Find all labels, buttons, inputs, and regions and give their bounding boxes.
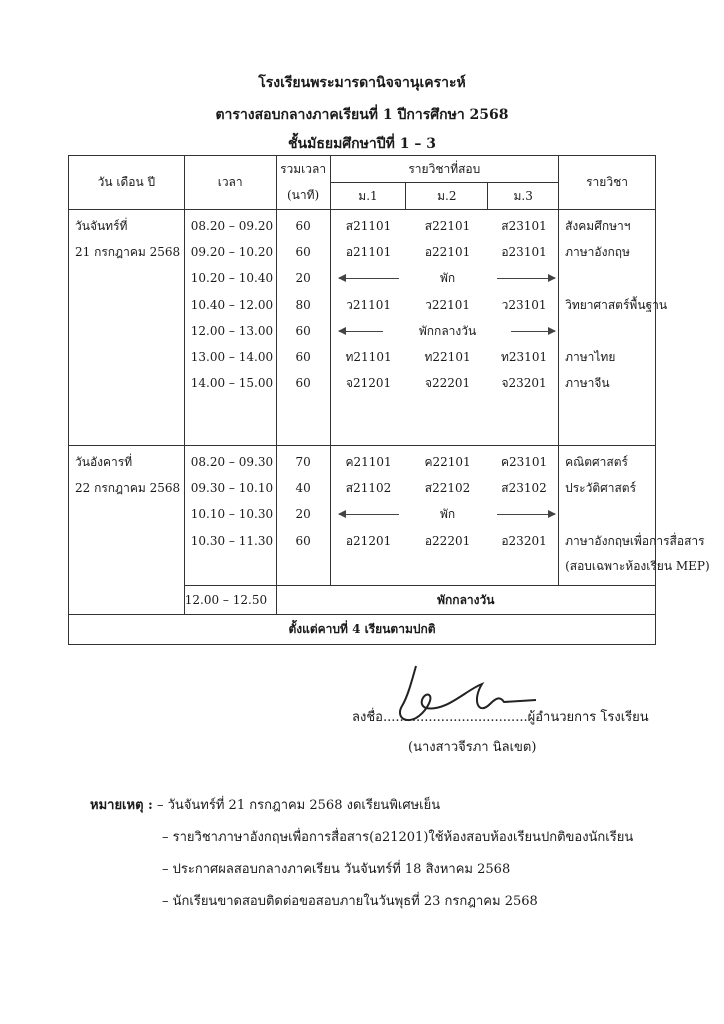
subject: ภาษาอังกฤษเพื่อการสื่อสาร [565, 534, 705, 548]
break-row [331, 502, 559, 526]
header-duration-unit: (นาที) [276, 183, 330, 210]
code-m2: ค22101 [424, 455, 471, 469]
code-m3: จ23201 [501, 376, 547, 390]
code-m1: ส21102 [345, 481, 392, 495]
subject-note: (สอบเฉพาะห้องเรียน MEP) [565, 559, 710, 573]
subject: ประวัติศาสตร์ [565, 481, 637, 495]
time: 13.00 – 14.00 [190, 350, 274, 364]
code-m3: ส23102 [501, 481, 547, 495]
notes-section [90, 795, 633, 923]
day2-durations [276, 446, 330, 586]
subject: ภาษาจีน [565, 376, 610, 390]
code-m2: ส22102 [424, 481, 471, 495]
duration: 60 [295, 219, 311, 233]
code-m2: ว22101 [425, 298, 470, 312]
lunch-row [331, 319, 559, 343]
code-m1: ค21101 [345, 455, 392, 469]
day1-date-cell [69, 210, 185, 446]
duration: 40 [295, 481, 311, 495]
code-m3: อ23101 [501, 245, 547, 259]
header-subject-codes: รายวิชาที่สอบ [330, 156, 559, 183]
header-date: วัน เดือน ปี [69, 156, 185, 210]
time: 14.00 – 15.00 [190, 376, 274, 390]
day1-day: วันจันทร์ที่ [75, 219, 128, 233]
duration: 20 [295, 507, 311, 521]
day2-day: วันอังคารที่ [75, 455, 133, 469]
note-item: – วันจันทร์ที่ 21 กรกฎาคม 2568 งดเรียนพิเศษเย็น [156, 798, 441, 813]
note-item: – นักเรียนขาดสอบติดต่อขอสอบภายในวันพุธที่ 23 กรกฎาคม 2568 [162, 894, 538, 909]
code-m1: ว21101 [346, 298, 391, 312]
arrow-left-icon [339, 331, 383, 332]
grade-level: ชั้นมัธยมศึกษาปีที่ 1 – 3 [288, 136, 436, 152]
page-title: ตารางสอบกลางภาคเรียนที่ 1 ปีการศึกษา 2568 [215, 107, 509, 123]
time: 09.30 – 10.10 [190, 481, 274, 495]
signature-dots: ................................... [382, 710, 528, 725]
day1-times [184, 210, 276, 446]
arrow-right-icon [511, 331, 555, 332]
duration: 60 [295, 324, 311, 338]
time: 08.20 – 09.30 [190, 455, 274, 469]
code-m3: ว23101 [501, 298, 547, 312]
header-m1: ม.1 [330, 183, 406, 210]
table-footer: ตั้งแต่คาบที่ 4 เรียนตามปกติ [69, 615, 656, 645]
header-m3: ม.3 [488, 183, 559, 210]
day1-durations [276, 210, 330, 446]
code-m2: อ22101 [424, 245, 471, 259]
exam-schedule-table [68, 155, 710, 645]
day2-times [184, 446, 276, 586]
lunch-time: 12.00 – 12.50 [184, 586, 276, 615]
duration: 80 [295, 298, 311, 312]
header-m2: ม.2 [406, 183, 488, 210]
header-subject: รายวิชา [559, 156, 656, 210]
note-item: – รายวิชาภาษาอังกฤษเพื่อการสื่อสาร(อ21201)ใช้ห้องสอบห้องเรียนปกติของนักเรียน [162, 830, 634, 845]
time: 10.40 – 12.00 [190, 298, 274, 312]
header-time: เวลา [184, 156, 276, 210]
duration: 60 [295, 534, 311, 548]
arrow-left-icon [339, 278, 399, 279]
duration: 70 [295, 455, 311, 469]
duration: 60 [295, 350, 311, 364]
code-m1: อ21201 [345, 534, 392, 548]
code-m3: ท23101 [501, 350, 548, 364]
day1-date: 21 กรกฎาคม 2568 [75, 245, 181, 259]
code-m2: อ22201 [424, 534, 471, 548]
lunch-label: พักกลางวัน [418, 324, 477, 338]
code-m2: จ22201 [424, 376, 471, 390]
signature-label: ลงชื่อ [352, 710, 383, 725]
school-name: โรงเรียนพระมารดานิจจานุเคราะห์ [258, 75, 466, 91]
break-label: พัก [439, 507, 456, 521]
code-m1: จ21201 [345, 376, 392, 390]
time: 09.20 – 10.20 [190, 245, 274, 259]
code-m2: ส22101 [424, 219, 471, 233]
lunch-label: พักกลางวัน [276, 586, 655, 615]
arrow-right-icon [497, 278, 555, 279]
code-m3: ส23101 [501, 219, 547, 233]
handwritten-signature [386, 660, 546, 730]
day1-subjects [559, 210, 668, 446]
code-m3: อ23201 [501, 534, 547, 548]
duration: 60 [295, 245, 311, 259]
header-duration: รวมเวลา [276, 156, 330, 183]
subject: ภาษาไทย [565, 350, 616, 364]
note-item: – ประกาศผลสอบกลางภาคเรียน วันจันทร์ที่ 18 สิงหาคม 2568 [162, 862, 511, 877]
day2-date: 22 กรกฎาคม 2568 [75, 481, 181, 495]
subject: คณิตศาสตร์ [565, 455, 628, 469]
break-label: พัก [439, 271, 456, 285]
time: 10.20 – 10.40 [190, 271, 274, 285]
day2-codes [330, 446, 559, 586]
day2-subjects [559, 446, 710, 586]
code-m1: ส21101 [345, 219, 392, 233]
code-m1: อ21101 [345, 245, 392, 259]
time: 10.10 – 10.30 [190, 507, 274, 521]
subject: ภาษาอังกฤษ [565, 245, 630, 259]
arrow-right-icon [497, 514, 555, 515]
subject: วิทยาศาสตร์พื้นฐาน [565, 298, 668, 312]
time: 08.20 – 09.20 [190, 219, 274, 233]
duration: 60 [295, 376, 311, 390]
signature-position: ผู้อำนวยการ โรงเรียน [527, 710, 649, 725]
signer-name: (นางสาวจีรภา นิลเขต) [408, 740, 537, 755]
code-m1: ท21101 [345, 350, 392, 364]
code-m2: ท22101 [424, 350, 471, 364]
code-m3: ค23101 [500, 455, 548, 469]
day2-date-cell [69, 446, 185, 615]
time: 10.30 – 11.30 [190, 534, 274, 548]
day1-codes [330, 210, 559, 446]
arrow-left-icon [339, 514, 399, 515]
duration: 20 [295, 271, 311, 285]
subject: สังคมศึกษาฯ [565, 219, 631, 233]
time: 12.00 – 13.00 [190, 324, 274, 338]
notes-label: หมายเหตุ : [90, 798, 153, 813]
break-row [331, 266, 559, 290]
